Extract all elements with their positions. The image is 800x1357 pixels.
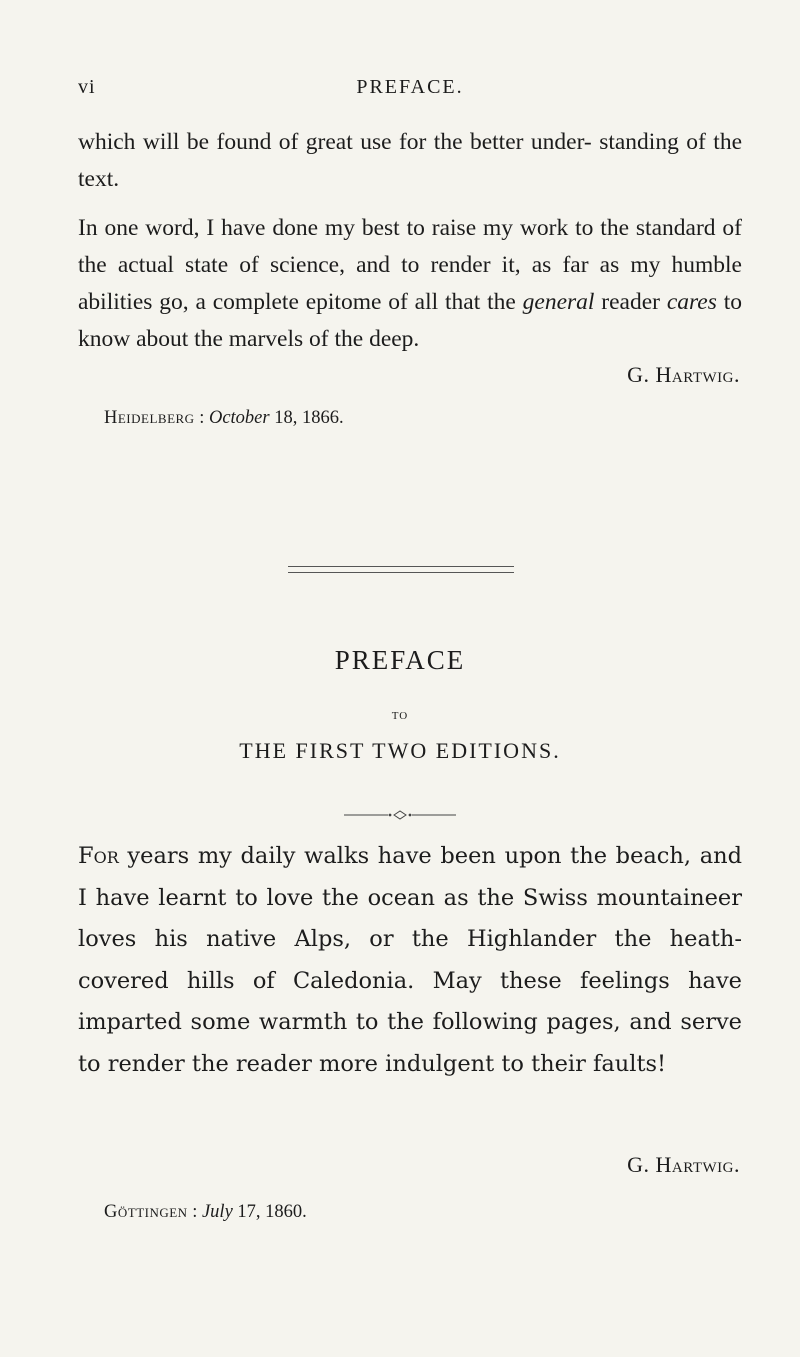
signature (627, 1152, 740, 1178)
signature (627, 362, 740, 388)
running-head (78, 76, 742, 104)
paragraph-continued: which will be found of great use for the better under- standing of the text. (78, 129, 742, 192)
date-month: July (201, 1202, 233, 1222)
date-rest: 18, 1866. (269, 408, 344, 428)
signature-initial: G. (627, 1152, 656, 1177)
running-head-title: PREFACE. (356, 76, 464, 98)
emphasis-general: general (522, 289, 595, 315)
signature-name: Hartwig. (655, 1152, 740, 1177)
signature-name: Hartwig. (655, 362, 740, 387)
paragraph-preface (78, 836, 742, 1085)
date-month: October (208, 408, 270, 428)
section-subtitle: THE FIRST TWO EDITIONS. (239, 738, 561, 763)
section-title-connector: TO (391, 710, 409, 722)
section-divider (288, 566, 514, 573)
paragraph-summary (78, 210, 742, 358)
place-and-date (104, 408, 344, 429)
place: Heidelberg (104, 408, 195, 428)
separator: : (187, 1202, 202, 1222)
signature-initial: G. (627, 362, 656, 387)
paragraph-text: years my daily walks have been upon the beach, and I have learnt to love the ocean as the Swiss mountaineer loves his native Alps, or the Highlander the heath-covered hills of Caledonia. May these feelings have imparted some warmth to the following pages, and serve to render the reader more indulgent to their faults! (78, 843, 742, 1077)
date-rest: 17, 1860. (232, 1202, 307, 1222)
place-and-date (104, 1202, 307, 1223)
place: Göttingen (104, 1202, 188, 1222)
separator: : (194, 408, 209, 428)
paragraph-text: to know about the marvels of the deep. (78, 289, 742, 352)
ornament-divider (344, 808, 456, 822)
emphasis-cares: cares (666, 289, 717, 315)
section-title: PREFACE (334, 645, 466, 675)
page-number: vi (78, 76, 96, 98)
paragraph-lead-word: For (78, 843, 119, 869)
paragraph-text: In one word, I have done my best to raise my work to the standard of the actual state of science, and to render it, as far as my humble abilities go, a complete epitome of all that the (78, 215, 742, 315)
paragraph-text: reader (594, 289, 667, 315)
